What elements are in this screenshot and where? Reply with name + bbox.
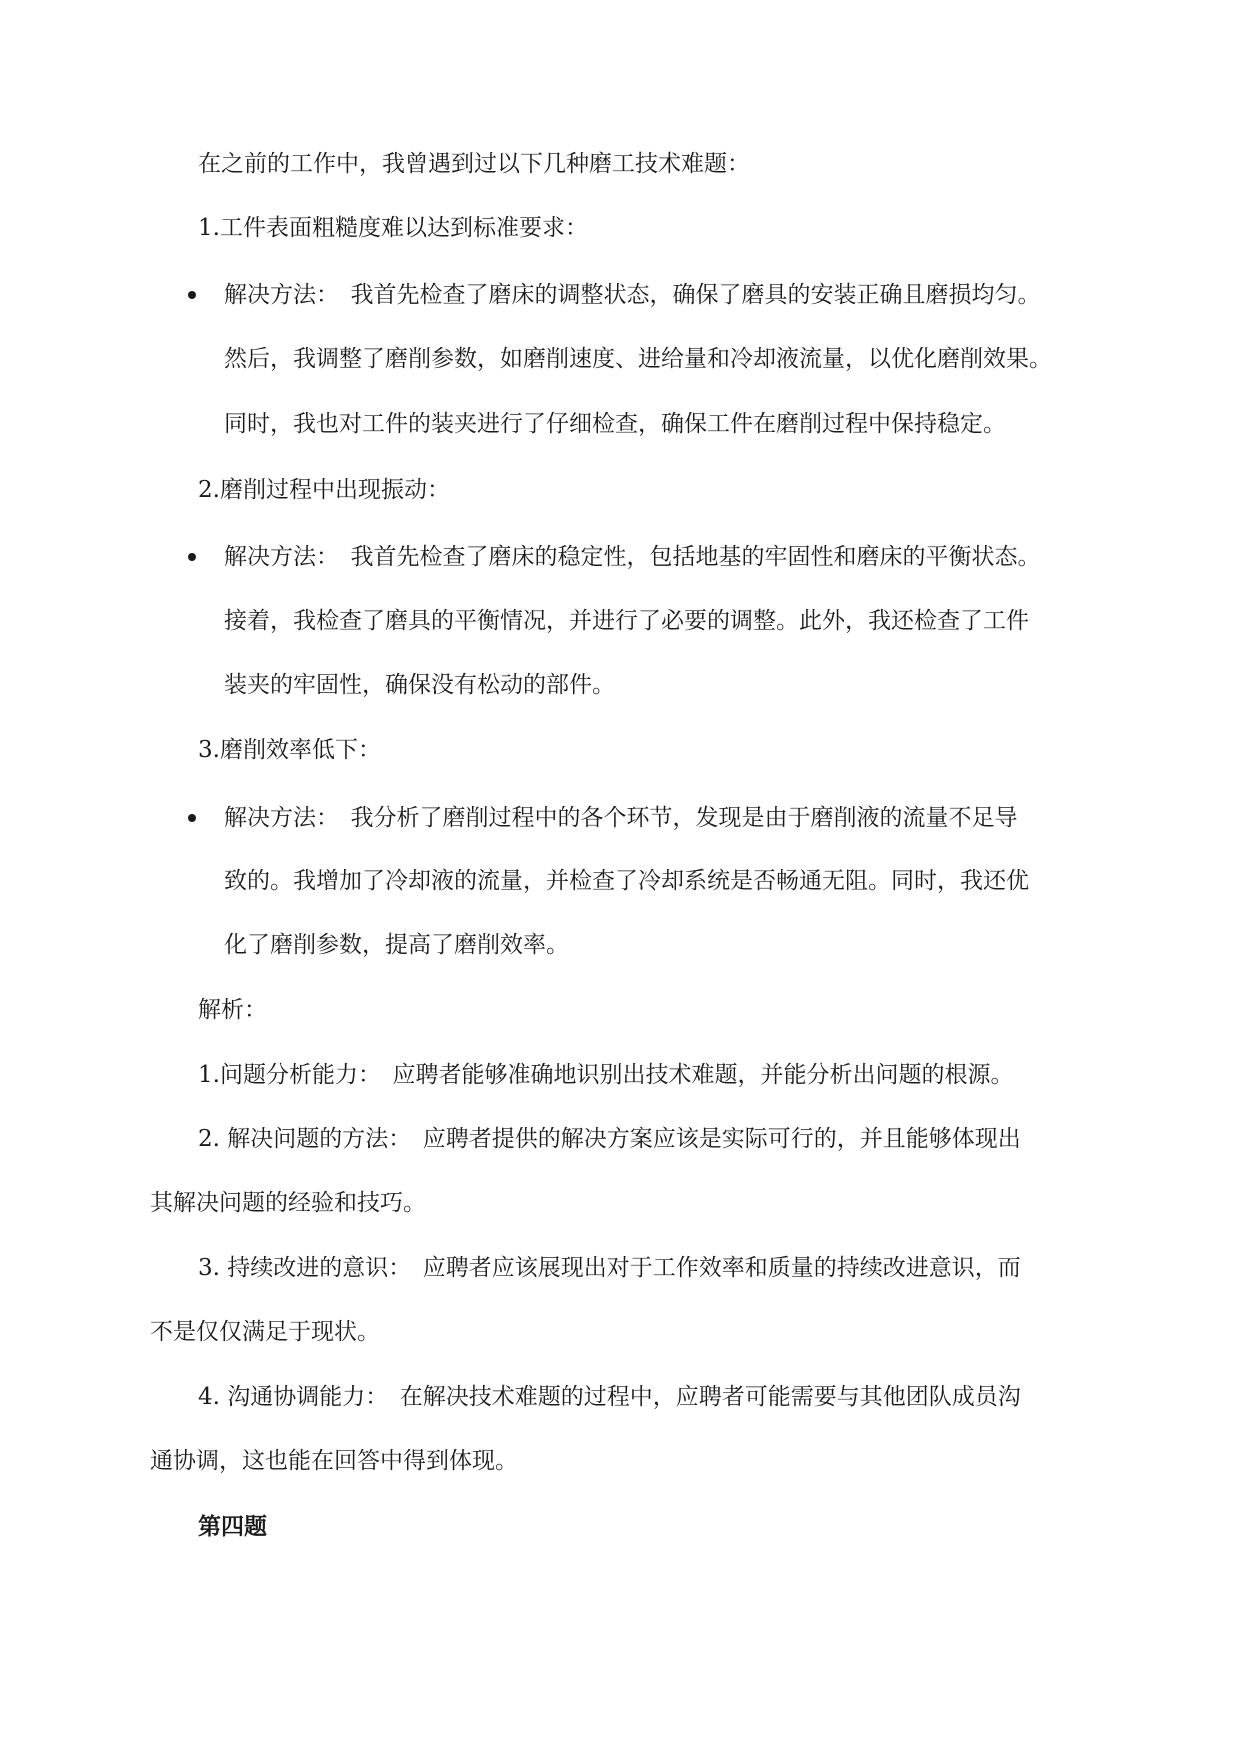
problem-1-solution-line-1: 解决方法： 我首先检查了磨床的调整状态，确保了磨具的安装正确且磨损均匀。	[224, 282, 1041, 308]
problem-2-heading: 2.磨削过程中出现振动：	[198, 477, 450, 503]
bullet-icon	[188, 553, 196, 561]
problem-2-solution-line-3: 装夹的牢固性，确保没有松动的部件。	[224, 672, 615, 698]
problem-3-solution-line-1: 解决方法： 我分析了磨削过程中的各个环节，发现是由于磨削液的流量不足导	[224, 805, 1018, 831]
analysis-item-4-line-1: 4. 沟通协调能力： 在解决技术难题的过程中，应聘者可能需要与其他团队成员沟	[198, 1384, 1021, 1410]
analysis-item-2-line-2: 其解决问题的经验和技巧。	[150, 1190, 426, 1216]
bullet-icon	[188, 814, 196, 822]
intro-paragraph: 在之前的工作中，我曾遇到过以下几种磨工技术难题：	[198, 151, 750, 177]
problem-3-solution-line-3: 化了磨削参数，提高了磨削效率。	[224, 932, 569, 958]
problem-2-solution-line-1: 解决方法： 我首先检查了磨床的稳定性，包括地基的牢固性和磨床的平衡状态。	[224, 544, 1041, 570]
problem-1-solution-line-3: 同时，我也对工件的装夹进行了仔细检查，确保工件在磨削过程中保持稳定。	[224, 411, 1006, 437]
analysis-item-3-line-1: 3. 持续改进的意识： 应聘者应该展现出对于工作效率和质量的持续改进意识，而	[198, 1255, 1021, 1281]
analysis-item-3-line-2: 不是仅仅满足于现状。	[150, 1319, 380, 1345]
analysis-item-4-line-2: 通协调，这也能在回答中得到体现。	[150, 1448, 518, 1474]
problem-1-solution-line-2: 然后，我调整了磨削参数，如磨削速度、进给量和冷却液流量，以优化磨削效果。	[224, 346, 1052, 372]
problem-3-heading: 3.磨削效率低下：	[198, 737, 381, 763]
problem-1-heading: 1.工件表面粗糙度难以达到标准要求：	[198, 215, 588, 241]
bullet-icon	[188, 291, 196, 299]
problem-2-solution-line-2: 接着，我检查了磨具的平衡情况，并进行了必要的调整。此外，我还检查了工件	[224, 608, 1029, 634]
analysis-label: 解析：	[198, 997, 267, 1023]
next-question-heading: 第四题	[198, 1513, 267, 1540]
analysis-item-2-line-1: 2. 解决问题的方法： 应聘者提供的解决方案应该是实际可行的，并且能够体现出	[198, 1126, 1021, 1152]
analysis-item-1: 1.问题分析能力： 应聘者能够准确地识别出技术难题，并能分析出问题的根源。	[198, 1062, 1014, 1088]
problem-3-solution-line-2: 致的。我增加了冷却液的流量，并检查了冷却系统是否畅通无阻。同时，我还优	[224, 868, 1029, 894]
